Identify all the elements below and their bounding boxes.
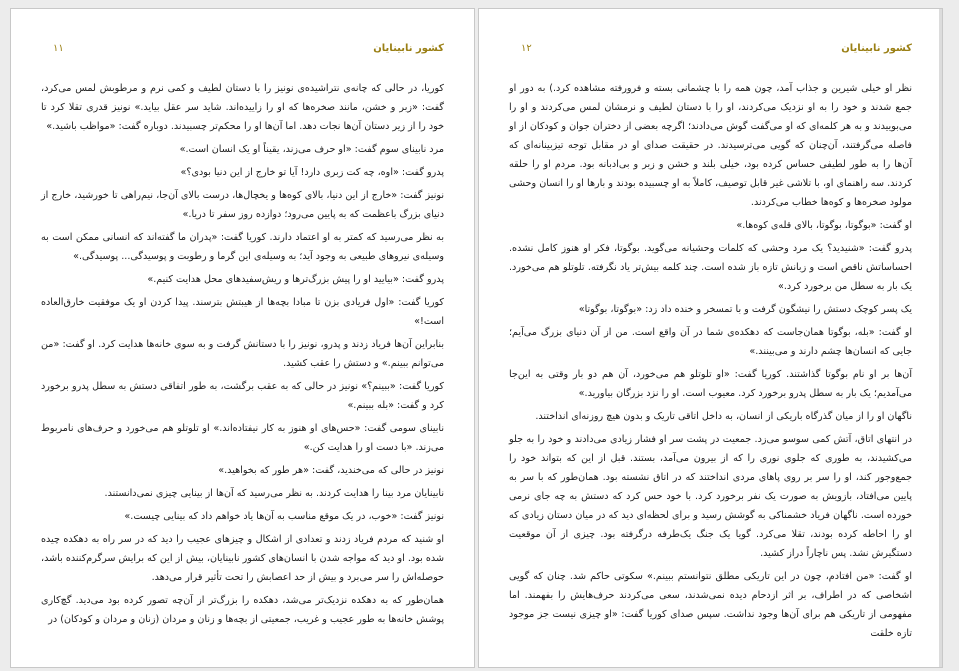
page-right [478,8,943,668]
paragraph: بنابراین آن‌ها فریاد زدند و پدرو، نونیز را با دستانش گرفت و به سوی خانه‌ها هدایت کرد. او گفت: «من می‌توانم ببینم.» و دستش را عقب کشید. [41,339,444,369]
paragraph: ناگهان او را از میان گذرگاه باریکی از انسان، به داخل اتاقی تاریک و بدون هیچ روزنه‌ای انداختند. [535,411,912,422]
running-title: کشور نابینایان [841,43,912,54]
paragraph: نونیز در حالی که می‌خندید، گفت: «هر طور که بخواهید.» [218,465,444,476]
paragraph: او گفت: «من افتادم، چون در این تاریکی مطلق نتوانستم ببینم.» سکوتی حاکم شد. چنان که گویی اشخاصی که در اطراف، بر اثر ازدحام دیده نمی‌شدند، سعی می‌کردند حرف‌هایش را بفهمند. اما مفهومی از تاریکی هم برای آن‌ها وجود نداشت. سپس صدای کوریا گفت: «او چیزی نیست جز موجود تازه خلقت [509,571,912,639]
paragraph: نونیز گفت: «خوب، در یک موقع مناسب به آن‌ها یاد خواهم داد که بینایی چیست.» [124,511,444,522]
running-title: کشور نابینایان [373,43,444,54]
paragraph: آن‌ها بر او نام بوگوتا گذاشتند. کوریا گفت: «او تلوتلو هم می‌خورد، آن هم دو بار وقتی به این‌جا می‌آمدیم؛ یک بار به سطل پدرو برخورد کرد. معیوب است. او را نزد بزرگان بیاورید.» [509,369,912,399]
paragraph: نابینایان مرد بینا را هدایت کردند. به نظر می‌رسید که آن‌ها از بینایی چیزی نمی‌دانستند. [104,488,444,499]
page-header [53,43,444,61]
paragraph: پدرو گفت: «اوه، چه کت زبری دارد! آیا تو خارج از این دنیا بودی؟» [180,167,444,178]
paragraph: پدرو گفت: «شنیدید؟ یک مرد وحشی که کلمات وحشیانه می‌گوید. بوگوتا، فکر او هنوز کامل نشده. احساساتش ناقص است و زبانش تازه باز شده است. چند کلمه بیش‌تر یاد نگرفته. تلوتلو هم می‌خورد. یک بار به سطل من برخورد کرد.» [509,243,912,292]
page-body [41,79,444,663]
paragraph: نابینای سومی گفت: «حس‌های او هنوز به کار نیفتاده‌اند.» او تلوتلو هم می‌خورد و حرف‌های نامربوط می‌زند. «با دست او را هدایت کن.» [41,423,444,453]
paragraph: او شنید که مردم فریاد زدند و تعدادی از اشکال و چیزهای عجیب را دید که در سر راه به دهکده چیده شده بود. او دید که مواجه شدن با انسان‌های کشور نابینایان، بیش از این که برایش سرگرم‌کننده باشد، حوصله‌اش را سر می‌برد و بیش از حد اعصابش را تحت تأثیر قرار می‌دهد. [41,534,444,583]
paragraph: در انتهای اتاق، آتش کمی سوسو می‌زد. جمعیت در پشت سر او فشار زیادی می‌دادند و خود را به جلو می‌کشیدند، به طوری که جلوی نوری را که از بیرون می‌آمد، بستند. قبل از این که بتواند خود را جمع‌وجور کند، او را سر بر روی پاهای مردی انداختند که در اتاق نشسته بود. همان‌طور که با سر به پایین می‌افتاد، بازویش به صورت یک نفر برخورد کرد. با خود حس کرد که دستش به چه جای نرمی خورده است. ناگهان فریاد خشمناکی به گوشش رسید و برای لحظه‌ای دید که در میان دستان زیادی که او را احاطه کرده بودند، تقلا می‌کرد. گویا یک جنگ یک‌طرفه درگرفته بود. چیزی از آن موقعیت دستگیرش نشد. پس ناچاراً دراز کشید. [509,434,912,559]
page-header [521,43,912,61]
paragraph: او گفت: «بله، بوگوتا همان‌جاست که دهکده‌ی شما در آن واقع است. من از آن دنیای بزرگ می‌آیم؛ جایی که انسان‌ها چشم دارند و می‌بینند.» [509,327,912,357]
paragraph: مرد نابینای سوم گفت: «او حرف می‌زند، یقیناً او یک انسان است.» [179,144,444,155]
page-left [10,8,475,668]
paragraph: کوریا، در حالی که چانه‌ی نتراشیده‌ی نونیز را با دستان لطیف و کمی نرم و مرطوبش لمس می‌کرد، گفت: «زبر و خشن، مانند صخره‌ها که او را زاییده‌اند. شاید سر عقل بیاید.» نونیز قدری تقلا کرد تا خود را از زیر دستان آن‌ها نجات دهد. اما آن‌ها او را محکم‌تر چسبیدند. دوباره گفت: «مواظب باشید.» [41,83,444,132]
paragraph: او گفت: «بوگوتا، بوگوتا، بالای قله‌ی کوه‌ها.» [736,220,912,231]
paragraph: پدرو گفت: «بیایید او را پیش بزرگ‌ترها و ریش‌سفیدهای محل هدایت کنیم.» [147,274,444,285]
paragraph: کوریا گفت: «ببینم؟» نونیز در حالی که به عقب برگشت، به طور اتفاقی دستش به سطل پدرو برخورد کرد و گفت: «بله ببینم.» [41,381,444,411]
page-body [509,79,912,663]
paragraph: همان‌طور که به دهکده نزدیک‌تر می‌شد، دهکده را بزرگ‌تر از آن‌چه تصور کرده بود می‌دید. گچ‌کاری پوشش خانه‌ها به طور عجیب و غریب، جمعیتی از بچه‌ها و زنان و مردان (زنان و مردان و کودکان) در [41,595,444,625]
scrollbar[interactable] [939,9,942,667]
paragraph: کوریا گفت: «اول فریادی بزن تا مبادا بچه‌ها از هیبتش بترسند. پیدا کردن او یک موفقیت خارق‌العاده است!» [41,297,444,327]
paragraph: یک پسر کوچک دستش را نیشگون گرفت و با تمسخر و خنده داد زد: «بوگوتا، بوگوتا» [578,304,912,315]
page-number: ۱۱ [53,43,64,54]
page-number: ۱۲ [521,43,532,54]
paragraph: به نظر می‌رسید که کمتر به او اعتماد دارند. کوریا گفت: «پدران ما گفته‌اند که انسانی ممکن است به وسیله‌ی نیروهای طبیعی به وجود آید؛ به وسیله‌ی این گرما و رطوبت و پوسیدگی... پوسیدگی.» [41,232,444,262]
paragraph: نونیز گفت: «خارج از این دنیا، بالای کوه‌ها و یخچال‌ها، درست بالای آن‌جا، نیم‌راهی تا خورشید، خارج از دنیای بزرگ باعظمت که به پایین می‌رود؛ دوازده روز سفر تا دریا.» [41,190,444,220]
paragraph: نظر او خیلی شیرین و جذاب آمد، چون همه را با چشمانی بسته و فرورفته مشاهده کرد.) به دور او جمع شدند و خود را به او نزدیک می‌کردند، او را با دستان لطیف و نرمشان لمس می‌کردند و او را می‌بوییدند و به هر کلمه‌ای که او می‌گفت گوش می‌دادند؛ اگرچه بعضی از دختران جوان و کودکان از او فاصله می‌گرفتند، آن‌چنان که گویی می‌ترسیدند. در حقیقت صدای او در مقابل توجه تیزبینانه‌ای که آن‌ها را به طور لطیفی حساس کرده بود، خیلی بلند و خشن و زبر و بی‌ادبانه بود. مردم او را حلقه کردند. سه راهنمای او، با تلاشی غیر قابل توصیف، کاملاً به او چسبیده بودند و بارها او را انسان وحشی مولود صخره‌ها و کوه‌ها خطاب می‌کردند. [509,83,912,208]
